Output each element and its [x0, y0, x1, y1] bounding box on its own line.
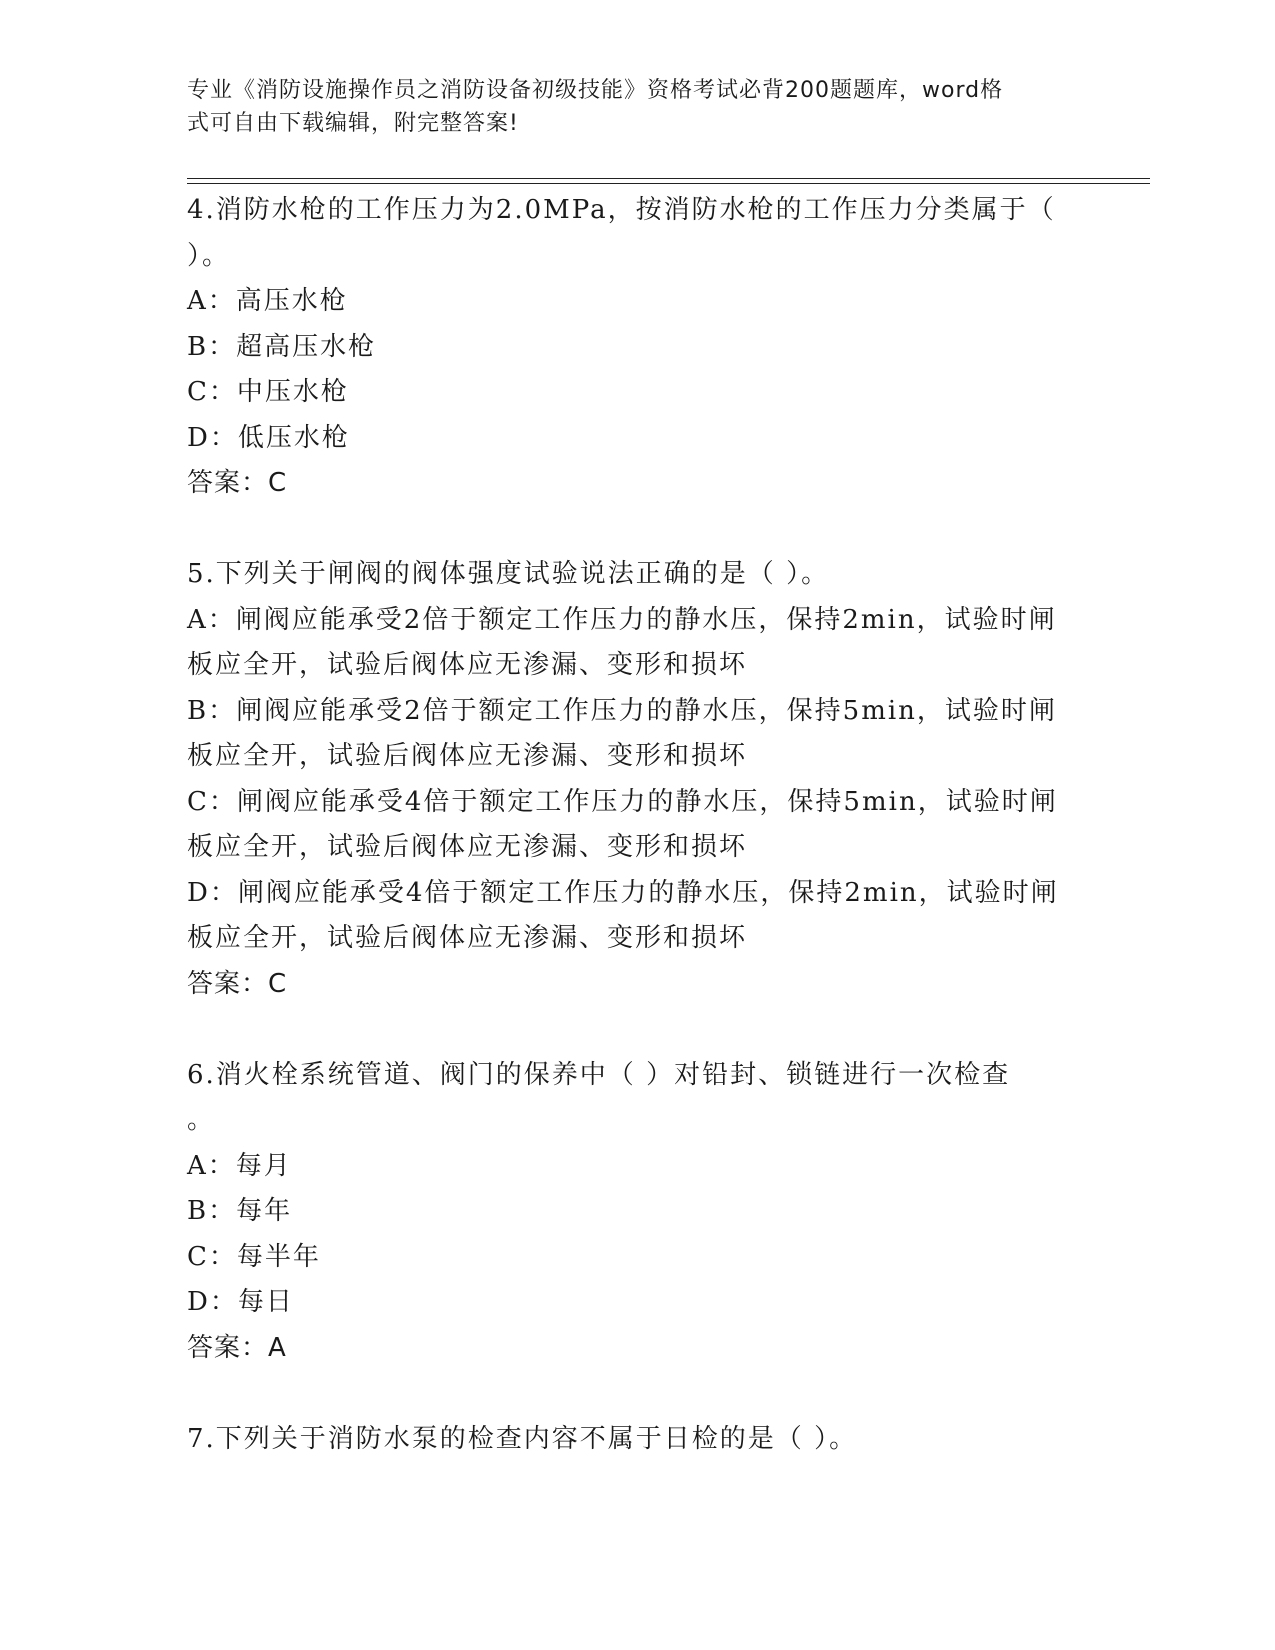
option-d: D：低压水枪: [187, 422, 350, 453]
question-5: [187, 552, 1087, 1007]
spacer: [187, 1007, 1087, 1053]
option-d: D：每日: [187, 1287, 294, 1317]
answer: 答案：C: [187, 968, 288, 999]
option-a: A：每月: [187, 1150, 292, 1181]
question-stem: 7.下列关于消防水泵的检查内容不属于日检的是（ ）。: [187, 1423, 858, 1454]
question-stem: 5.下列关于闸阀的阀体强度试验说法正确的是（ ）。: [187, 559, 830, 589]
question-6: [187, 1053, 1087, 1372]
option-d: D：闸阀应能承受4倍于额定工作压力的静水压，保持2min，试验时闸: [187, 877, 1059, 908]
spacer: [187, 507, 1087, 553]
header-divider-top: [187, 178, 1150, 179]
option-a-cont: 板应全开，试验后阀体应无渗漏、变形和损坏: [187, 650, 748, 680]
option-c: C：闸阀应能承受4倍于额定工作压力的静水压，保持5min，试验时闸: [187, 786, 1058, 817]
spacer: [187, 1371, 1087, 1417]
header-line-2: 式可自由下载编辑，附完整答案!: [187, 111, 519, 136]
document-header: [187, 74, 1087, 140]
question-stem: 4.消防水枪的工作压力为2.0MPa，按消防水枪的工作压力分类属于（: [187, 195, 1056, 225]
question-list: [187, 188, 1087, 1462]
question-stem: 6.消火栓系统管道、阀门的保养中（ ）对铅封、锁链进行一次检查: [187, 1059, 1011, 1090]
option-b-cont: 板应全开，试验后阀体应无渗漏、变形和损坏: [187, 741, 748, 771]
option-b: B：每年: [187, 1196, 293, 1226]
question-4: [187, 188, 1087, 507]
option-b: B：超高压水枪: [187, 331, 377, 362]
question-stem: 。: [187, 1105, 216, 1135]
question-7: [187, 1417, 1087, 1463]
option-b: B：闸阀应能承受2倍于额定工作压力的静水压，保持5min，试验时闸: [187, 695, 1057, 726]
option-a: A：闸阀应能承受2倍于额定工作压力的静水压，保持2min，试验时闸: [187, 604, 1057, 635]
option-c: C：每半年: [187, 1241, 321, 1272]
answer: 答案：A: [187, 1332, 287, 1363]
header-divider-bottom: [187, 183, 1150, 184]
option-a: A：高压水枪: [187, 286, 348, 316]
answer: 答案：C: [187, 468, 288, 498]
option-d-cont: 板应全开，试验后阀体应无渗漏、变形和损坏: [187, 923, 748, 953]
header-line-1: 专业《消防设施操作员之消防设备初级技能》资格考试必背200题题库，word格: [187, 78, 1004, 103]
question-stem: ）。: [187, 240, 231, 271]
option-c-cont: 板应全开，试验后阀体应无渗漏、变形和损坏: [187, 832, 748, 862]
option-c: C：中压水枪: [187, 377, 349, 407]
